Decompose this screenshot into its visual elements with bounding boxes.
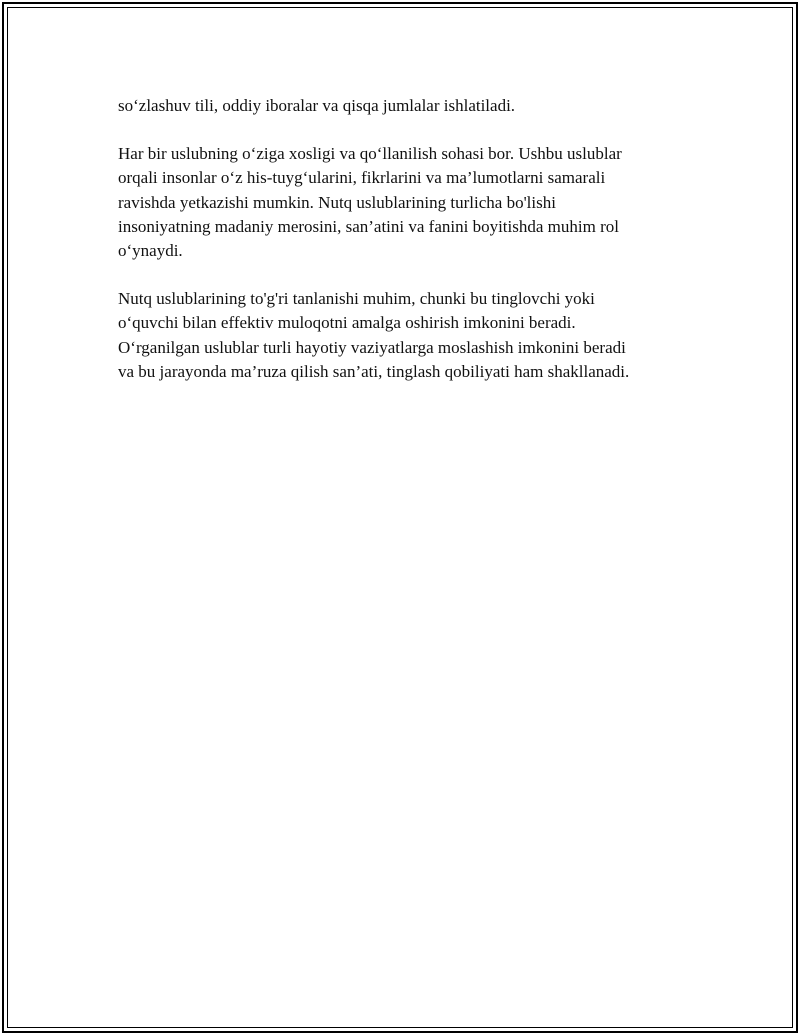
paragraph-1 — [118, 94, 688, 118]
document-body — [118, 94, 688, 408]
text-line: insoniyatning madaniy merosini, san’atini va fanini boyitishda muhim rol — [118, 216, 619, 236]
text-line: O‘rganilgan uslublar turli hayotiy vaziyatlarga moslashish imkonini beradi — [118, 337, 626, 357]
text-line: va bu jarayonda ma’ruza qilish san’ati, tinglash qobiliyati ham shakllanadi. — [118, 361, 630, 381]
text-line: o‘quvchi bilan effektiv muloqotni amalga oshirish imkonini beradi. — [118, 313, 576, 333]
paragraph-3 — [118, 287, 688, 384]
text-line: so‘zlashuv tili, oddiy iboralar va qisqa jumlalar ishlatiladi. — [118, 96, 516, 115]
text-line: orqali insonlar o‘z his-tuyg‘ularini, fikrlarini va ma’lumotlarni samarali — [118, 168, 606, 188]
text-line: o‘ynaydi. — [118, 241, 183, 261]
text-line: ravishda yetkazishi mumkin. Nutq uslublarining turlicha bo'lishi — [118, 192, 556, 212]
text-line: Har bir uslubning o‘ziga xosligi va qo‘llanilish sohasi bor. Ushbu uslublar — [118, 144, 622, 164]
text-line: Nutq uslublarining to'g'ri tanlanishi muhim, chunki bu tinglovchi yoki — [118, 289, 595, 309]
paragraph-2 — [118, 142, 688, 263]
